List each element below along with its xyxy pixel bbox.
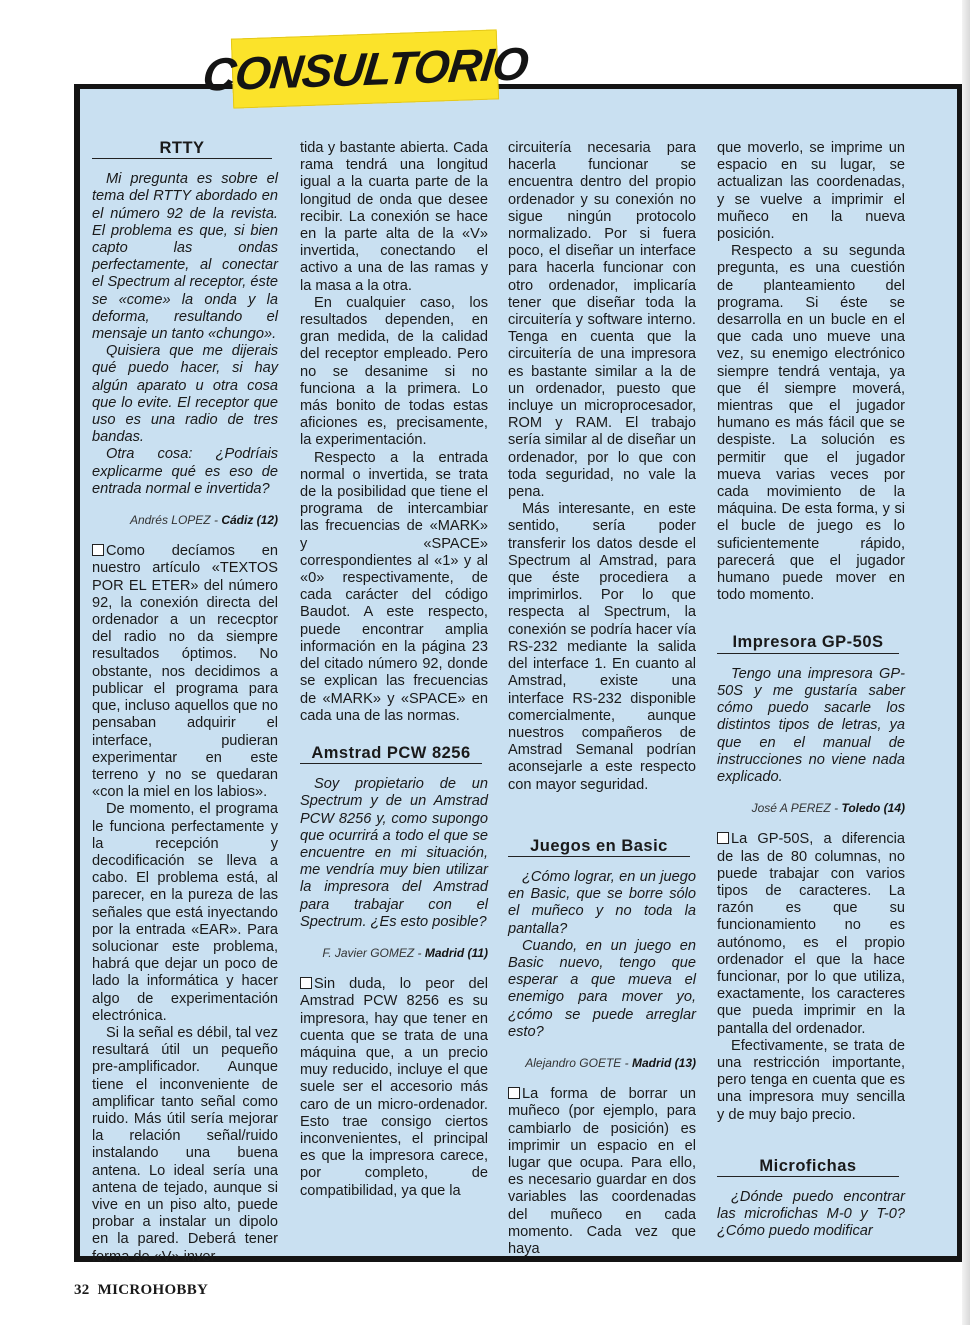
pcw-sig-city: Madrid (11) bbox=[424, 945, 488, 960]
juegos-signature: Alejandro GOETE - Madrid (13) bbox=[525, 1055, 696, 1070]
answer-box-icon bbox=[92, 544, 104, 556]
juegos-sig-name: Alejandro GOETE bbox=[525, 1055, 622, 1070]
juegos-answer-3: Respecto a su segunda pregunta, es una cuestión de planteamiento del programa. Si éste se desarrolla en un bucle en el que cada uno mueve una vez, su enemigo electrónico siempre tendrá ventaja, ya que él siempre moverá, mientras que el jugador humano es más fácil que se despiste. La solución es permitir que el jugador mueva varias veces por cada movimiento de la máquina. De esta forma, y si el bucle de juego es lo suficientemente rápido, parecerá que el jugador humano puede mover en todo momento. bbox=[717, 243, 905, 604]
page-number: 32 bbox=[74, 1282, 90, 1298]
heading-pcw: Amstrad PCW 8256 bbox=[300, 745, 482, 764]
heading-gp50s: Impresora GP-50S bbox=[717, 634, 899, 653]
answer-box-icon bbox=[300, 977, 312, 989]
rtty-answer-4: tida y bastante abierta. Cada rama tendrá una longitud igual a la cuarta parte de la longitud de onda que desee recibir. La conexión se hace en la parte alta de la «V» invertida, conectando el activo a una de las ramas y la masa a la otra. bbox=[300, 140, 488, 294]
rtty-answer-6: Respecto a la entrada normal o invertida, se trata de la posibilidad que tiene el programa de intercambiar las frecuencias de «MARK» y «SPACE» correspondientes al «1» y al «0» respectivamente, de cada carácter del código Baudot. A este respecto, puede encontrar amplia información en la página 23 del citado número 92, donde se explican las frecuencias de «MARK» y «SPACE» en cada una de las normas. bbox=[300, 449, 488, 724]
banner-title: CONSULTORIO bbox=[200, 37, 530, 101]
pcw-signature: F. Javier GOMEZ - Madrid (11) bbox=[322, 945, 488, 960]
pcw-question: Soy propietario de un Spectrum y de un Amstrad PCW 8256 y, como supongo que ocurrirá a todo el que se encuentre en mi situación, me vendría muy bien utilizar la impresora del Amstrad para trabajar con el Spectrum. ¿Es esto posible? bbox=[300, 776, 488, 930]
gp50s-sig-name: José A PEREZ bbox=[751, 801, 831, 816]
rtty-answer-1: Como decíamos en nuestro artículo «TEXTOS POR EL ETER» del número 92, la conexión directa del ordenador a un rececptor del radio no da siempre resultados óptimos. No obstante, nos decidimos a publicar el programa para que, incluso aquellos que no pensaban adquirir el interface, pudieran experimentar en este terreno y no se quedaran «con la miel en los labios». bbox=[92, 543, 278, 801]
juegos-question-1: ¿Cómo lograr, en un juego en Basic, que se borre sólo el muñeco y no toda la pantalla? bbox=[508, 868, 696, 937]
rtty-sig-city: Cádiz (12) bbox=[221, 513, 278, 528]
column-1 bbox=[92, 140, 278, 1266]
juegos-answer-2: que moverlo, se imprime un espacio en su lugar, se actualizan las coordenadas, y se vuelve a imprimir el muñeco en la nueva posición. bbox=[717, 140, 905, 243]
gp50s-sig-city: Toledo (14) bbox=[841, 801, 905, 816]
rtty-question-2: Quisiera que me dijerais qué puedo hacer, si hay algún aparato u otra cosa que lo evite. El receptor que uso es una radio de tres bandas. bbox=[92, 343, 278, 446]
rtty-answer-2: De momento, el programa le funciona perfectamente y la recepción y decodificación se lleva a cabo. El problema está, al parecer, en la pureza de las señales que está inyectando por la entrada «EAR». Para solucionar este problema, habrá que dejar un poco de lado la informática y hacer algo de experimentación electrónica. bbox=[92, 801, 278, 1024]
rtty-signature: Andrés LOPEZ - Cádiz (12) bbox=[129, 513, 278, 528]
column-4 bbox=[717, 140, 905, 1241]
heading-microfichas: Microfichas bbox=[717, 1158, 899, 1177]
pcw-sig-name: F. Javier GOMEZ bbox=[322, 945, 415, 960]
rtty-answer-5: En cualquier caso, los resultados dependen, en gran medida, de la calidad del receptor empleado. Pero no se desanime si no funciona a la primera. Lo más bonito de todas estas aficiones es, precisamente, la experimentación. bbox=[300, 294, 488, 449]
rtty-sig-name: Andrés LOPEZ bbox=[129, 513, 211, 528]
rtty-question-1: Mi pregunta es sobre el tema del RTTY abordado en el número 92 de la revista. El problema es que, si bien capto las ondas perfectamente, al conectar el Spectrum al receptor, éste se «come» la onda y la deforma, resultando el mensaje un tanto «chungo». bbox=[92, 171, 278, 343]
gp50s-question: Tengo una impresora GP-50S y me gustaría saber cómo puedo sacarle los distintos tipos de letras, ya que en el manual de instrucciones no viene nada explicado. bbox=[717, 665, 905, 785]
pcw-answer-2: circuitería necesaria para hacerla funcionar se encuentra dentro del propio ordenador y su conexión no sigue ningún protocolo normalizado. Por si fuera poco, el diseñar un interface para hacerla funcionar con otro ordenador, implicaría tener que diseñar toda la circuitería y software interno. Tenga en cuenta que la circuitería de una impresora es bastante similar a la de un ordenador, puesto que incluye un microprocesador, ROM y RAM. El trabajo sería similar al de diseñar un ordenador, por lo que con toda seguridad, no vale la pena. bbox=[508, 140, 696, 501]
gp50s-signature: José A PEREZ - Toledo (14) bbox=[751, 801, 905, 816]
column-3 bbox=[508, 140, 696, 1258]
heading-rtty: RTTY bbox=[92, 140, 272, 159]
answer-box-icon bbox=[508, 1087, 520, 1099]
pcw-answer-1: Sin duda, lo peor del Amstrad PCW 8256 es su impresora, hay que tener en cuenta que se trata de una máquina que, a un precio muy reducido, incluye el que suele ser el accesorio más caro de un micro-ordenador. Esto trae consigo ciertos inconvenientes, el principal es que la impresora carece, por completo, de compatibilidad, ya que la bbox=[300, 976, 488, 1199]
juegos-sig-city: Madrid (13) bbox=[631, 1055, 696, 1070]
microfichas-question: ¿Dónde puedo encontrar las microfichas M-0 y T-0? ¿Cómo puedo modificar bbox=[717, 1188, 905, 1240]
gp50s-answer-1: La GP-50S, a diferencia de las de 80 columnas, no puede trabajar con varios tipos de caracteres. La razón es que su funcionamiento no es autónomo, es el propio ordenador el que la hace funcionar, por lo que utiliza, exactamente, los caracteres que pueda imprimir en la pantalla del ordenador. bbox=[717, 831, 905, 1037]
rtty-answer-3: Si la señal es débil, tal vez resultará útil un pequeño pre-amplificador. Aunque tiene el inconveniente de amplificar tanto señal como ruido. Más útil sería mejorar la relación señal/ruido instalando una buena antena. Lo ideal sería una antena de tejado, aunque si vive en un piso alto, puede probar a instalar un dipolo en la pared. Deberá tener forma de «V» inver- bbox=[92, 1024, 278, 1265]
gp50s-answer-2: Efectivamente, se trata de una restricción importante, pero tenga en cuenta que es una impresora muy sencilla y de muy bajo precio. bbox=[717, 1037, 905, 1123]
juegos-answer-1: La forma de borrar un muñeco (por ejemplo, para cambiarlo de posición) es imprimir un espacio en el lugar que ocupa. Para ello, es necesario guardar en dos variables las coordenadas del muñeco en cada momento. Cada vez que haya bbox=[508, 1086, 696, 1257]
column-2 bbox=[300, 140, 488, 1200]
juegos-question-2: Cuando, en un juego en Basic nuevo, tengo que esperar a que mueva el enemigo para mover yo, ¿cómo se puede arreglar esto? bbox=[508, 937, 696, 1040]
answer-box-icon bbox=[717, 832, 729, 844]
magazine-name: MICROHOBBY bbox=[97, 1282, 209, 1298]
section-banner bbox=[200, 29, 530, 108]
pcw-answer-3: Más interesante, en este sentido, sería poder transferir los datos desde el Spectrum al Amstrad, para que éste procediera a imprimirlos. Por lo que respecta al Spectrum, la conexión se podría hacer vía RS-232 mediante la salida del interface 1. En cuanto al Amstrad, existe una interface RS-232 disponible comercialmente, aunque nuestros compañeros de Amstrad Semanal podrían aconsejarle a este respecto con mayor seguridad. bbox=[508, 501, 696, 793]
page-footer bbox=[74, 1282, 208, 1299]
rtty-question-3: Otra cosa: ¿Podríais explicarme qué es eso de entrada normal e invertida? bbox=[92, 446, 278, 497]
page-edge bbox=[962, 0, 970, 1325]
heading-juegos: Juegos en Basic bbox=[508, 838, 690, 857]
